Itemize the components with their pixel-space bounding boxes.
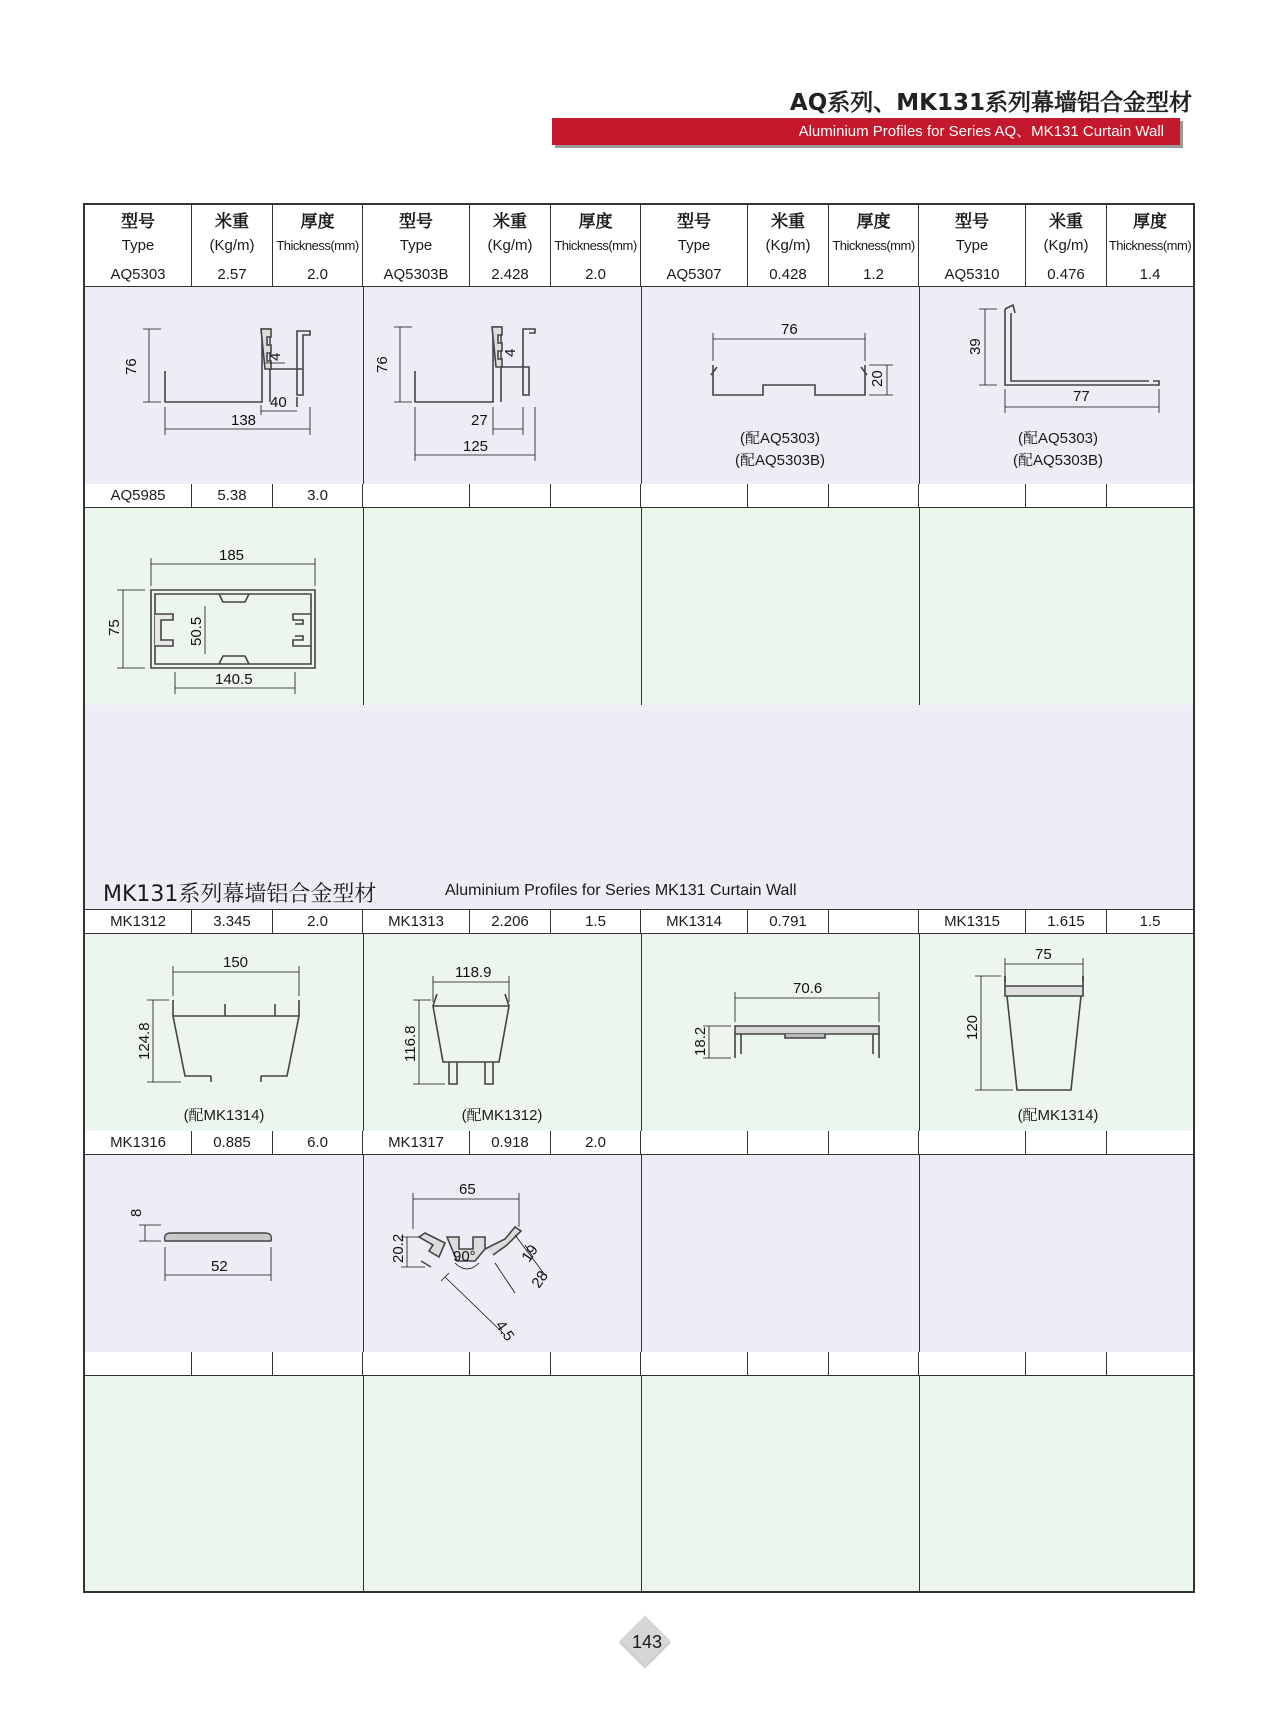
type-cell: AQ5310 xyxy=(919,263,1026,286)
label-row-1 xyxy=(85,263,1193,287)
dim-angle: 90° xyxy=(453,1248,476,1265)
thickness-cell xyxy=(829,1131,919,1154)
header-weight: 米重 (Kg/m) xyxy=(192,205,273,263)
weight-cell: 2.206 xyxy=(470,910,551,933)
type-cell: AQ5307 xyxy=(641,263,748,286)
dim-height: 116.8 xyxy=(402,1025,419,1062)
dim-height: 124.8 xyxy=(136,1022,153,1060)
type-cell xyxy=(641,484,748,507)
dim-width: 118.9 xyxy=(455,964,492,981)
page-header-subtitle-bar: Aluminium Profiles for Series AQ、MK131 Curtain Wall xyxy=(552,118,1180,145)
thickness-cell xyxy=(551,1352,641,1375)
dim-width: 77 xyxy=(1073,388,1090,405)
weight-cell xyxy=(748,484,829,507)
dim-b: 28 xyxy=(528,1267,552,1292)
weight-cell: 0.918 xyxy=(470,1131,551,1154)
dim-height: 120 xyxy=(964,1014,981,1040)
dim-height: 8 xyxy=(128,1208,145,1217)
header-weight: 米重 (Kg/m) xyxy=(1026,205,1107,263)
note-match: (配MK1314) xyxy=(183,1107,265,1124)
type-cell xyxy=(641,1131,748,1154)
weight-cell xyxy=(470,1352,551,1375)
weight-cell: 0.428 xyxy=(748,263,829,286)
thickness-cell: 2.0 xyxy=(273,263,363,286)
weight-cell xyxy=(192,1352,273,1375)
thickness-cell: 1.5 xyxy=(551,910,641,933)
type-cell: MK1312 xyxy=(85,910,192,933)
profile-drawing-aq5303b xyxy=(374,317,625,477)
header-weight: 米重 (Kg/m) xyxy=(470,205,551,263)
dim-height: 76 xyxy=(374,356,391,373)
dim-width: 138 xyxy=(231,412,257,429)
note-match-2: (配AQ5303B) xyxy=(1012,452,1104,469)
type-cell xyxy=(919,1352,1026,1375)
dim-width: 75 xyxy=(1035,946,1052,963)
weight-cell xyxy=(1026,484,1107,507)
header-type: 型号 Type xyxy=(919,205,1026,263)
header-thickness: 厚度 Thickness(mm) xyxy=(1108,212,1192,253)
dim-width: 185 xyxy=(219,547,245,564)
weight-cell xyxy=(748,1352,829,1375)
header-weight: 米重 (Kg/m) xyxy=(748,205,829,263)
weight-cell: 0.885 xyxy=(192,1131,273,1154)
dim-c: 4.5 xyxy=(491,1317,518,1345)
type-cell: AQ5303B xyxy=(363,263,470,286)
dim-width: 70.6 xyxy=(793,980,823,997)
profile-drawing-mk1315 xyxy=(935,940,1185,1105)
type-cell: MK1314 xyxy=(641,910,748,933)
weight-cell: 1.615 xyxy=(1026,910,1107,933)
dim-height: 75 xyxy=(106,619,123,636)
drawing-row-5 xyxy=(85,1376,1193,1591)
type-cell xyxy=(919,1131,1026,1154)
profile-drawing-aq5310 xyxy=(935,297,1185,417)
type-cell xyxy=(363,1352,470,1375)
section-title-mk131 xyxy=(85,871,1193,910)
dim-a: 19 xyxy=(518,1241,542,1266)
thickness-cell xyxy=(273,1352,363,1375)
weight-cell xyxy=(1026,1131,1107,1154)
weight-cell: 2.428 xyxy=(470,263,551,286)
profile-drawing-aq5303 xyxy=(115,317,355,477)
note-match: (配MK1314) xyxy=(1017,1107,1099,1124)
thickness-cell xyxy=(829,910,919,933)
drawing-row-2 xyxy=(85,508,1193,706)
dim-height: 76 xyxy=(123,358,140,375)
dim-height: 20 xyxy=(869,370,886,387)
thickness-cell xyxy=(1107,1131,1193,1154)
dim-height: 18.2 xyxy=(692,1026,709,1056)
dim-inner-width: 140.5 xyxy=(215,671,253,688)
profile-drawing-mk1312 xyxy=(125,944,365,1109)
note-match: (配MK1312) xyxy=(461,1107,543,1124)
section-title-en: Aluminium Profiles for Series MK131 Curtain Wall xyxy=(445,882,797,899)
weight-cell: 2.57 xyxy=(192,263,273,286)
thickness-cell: 1.4 xyxy=(1139,266,1161,283)
thickness-cell xyxy=(1107,1352,1193,1375)
section-title-cn: MK131系列幕墙铝合金型材 xyxy=(103,882,377,907)
thickness-cell: 1.2 xyxy=(829,263,919,286)
dim-width: 125 xyxy=(463,438,489,455)
type-cell: AQ5985 xyxy=(85,484,192,507)
profile-drawing-aq5307 xyxy=(665,315,915,425)
page-number: 143 xyxy=(631,1632,663,1652)
weight-cell: 0.476 xyxy=(1026,263,1107,286)
label-row-5 xyxy=(85,1352,1193,1376)
drawing-row-1 xyxy=(85,287,1193,485)
profile-drawing-mk1314 xyxy=(665,964,915,1074)
dim-inner-height: 50.5 xyxy=(188,616,205,646)
header-type: 型号 Type xyxy=(641,205,748,263)
header-type: 型号 Type xyxy=(85,205,192,263)
thickness-cell: 6.0 xyxy=(273,1131,363,1154)
drawing-row-4 xyxy=(85,1155,1193,1353)
profile-drawing-aq5985 xyxy=(95,528,355,708)
label-row-2 xyxy=(85,484,1193,508)
dim-b: 4 xyxy=(267,352,284,361)
weight-cell xyxy=(1026,1352,1107,1375)
weight-cell: 3.345 xyxy=(192,910,273,933)
dim-a: 40 xyxy=(270,394,287,411)
note-match-2: (配AQ5303B) xyxy=(734,452,826,469)
header-thickness: 厚度 Thickness(mm) xyxy=(829,205,919,263)
weight-cell xyxy=(470,484,551,507)
dim-width: 52 xyxy=(211,1258,228,1275)
dim-height: 20.2 xyxy=(390,1233,407,1263)
dim-width: 76 xyxy=(781,321,798,338)
thickness-cell xyxy=(829,1352,919,1375)
label-row-4 xyxy=(85,1131,1193,1155)
profile-drawing-mk1313 xyxy=(395,944,635,1109)
profile-table xyxy=(83,203,1195,1593)
thickness-cell: 2.0 xyxy=(551,1131,641,1154)
dim-width: 65 xyxy=(459,1181,476,1198)
type-cell: AQ5303 xyxy=(85,263,192,286)
header-thickness: 厚度 Thickness(mm) xyxy=(551,205,641,263)
dim-b: 4 xyxy=(502,348,519,357)
note-match-1: (配AQ5303) xyxy=(739,430,821,447)
type-cell xyxy=(919,484,1026,507)
dim-a: 27 xyxy=(471,412,488,429)
thickness-cell: 3.0 xyxy=(273,484,363,507)
type-cell xyxy=(641,1352,748,1375)
type-cell: MK1313 xyxy=(363,910,470,933)
header-type: 型号 Type xyxy=(363,205,470,263)
header-thickness: 厚度 Thickness(mm) xyxy=(273,205,363,263)
drawing-row-3 xyxy=(85,934,1193,1132)
profile-drawing-mk1316 xyxy=(125,1195,345,1315)
thickness-cell xyxy=(551,484,641,507)
dim-width: 150 xyxy=(223,954,249,971)
thickness-cell: 2.0 xyxy=(273,910,363,933)
profile-drawing-mk1317 xyxy=(385,1165,645,1345)
type-cell xyxy=(85,1352,192,1375)
weight-cell: 0.791 xyxy=(748,910,829,933)
weight-cell: 5.38 xyxy=(192,484,273,507)
label-row-3 xyxy=(85,910,1193,934)
thickness-cell xyxy=(1107,484,1193,507)
type-cell: MK1317 xyxy=(363,1131,470,1154)
page-header-title: AQ系列、MK131系列幕墙铝合金型材 xyxy=(789,90,1192,116)
weight-cell xyxy=(748,1131,829,1154)
type-cell: MK1315 xyxy=(919,910,1026,933)
type-cell: MK1316 xyxy=(85,1131,192,1154)
note-match-1: (配AQ5303) xyxy=(1017,430,1099,447)
page-number-badge xyxy=(622,1618,672,1668)
dim-height: 39 xyxy=(967,338,984,355)
thickness-cell xyxy=(829,484,919,507)
column-header-row xyxy=(85,205,1193,264)
thickness-cell: 2.0 xyxy=(551,263,641,286)
thickness-cell: 1.5 xyxy=(1139,913,1161,930)
type-cell xyxy=(363,484,470,507)
empty-block xyxy=(85,705,1193,872)
